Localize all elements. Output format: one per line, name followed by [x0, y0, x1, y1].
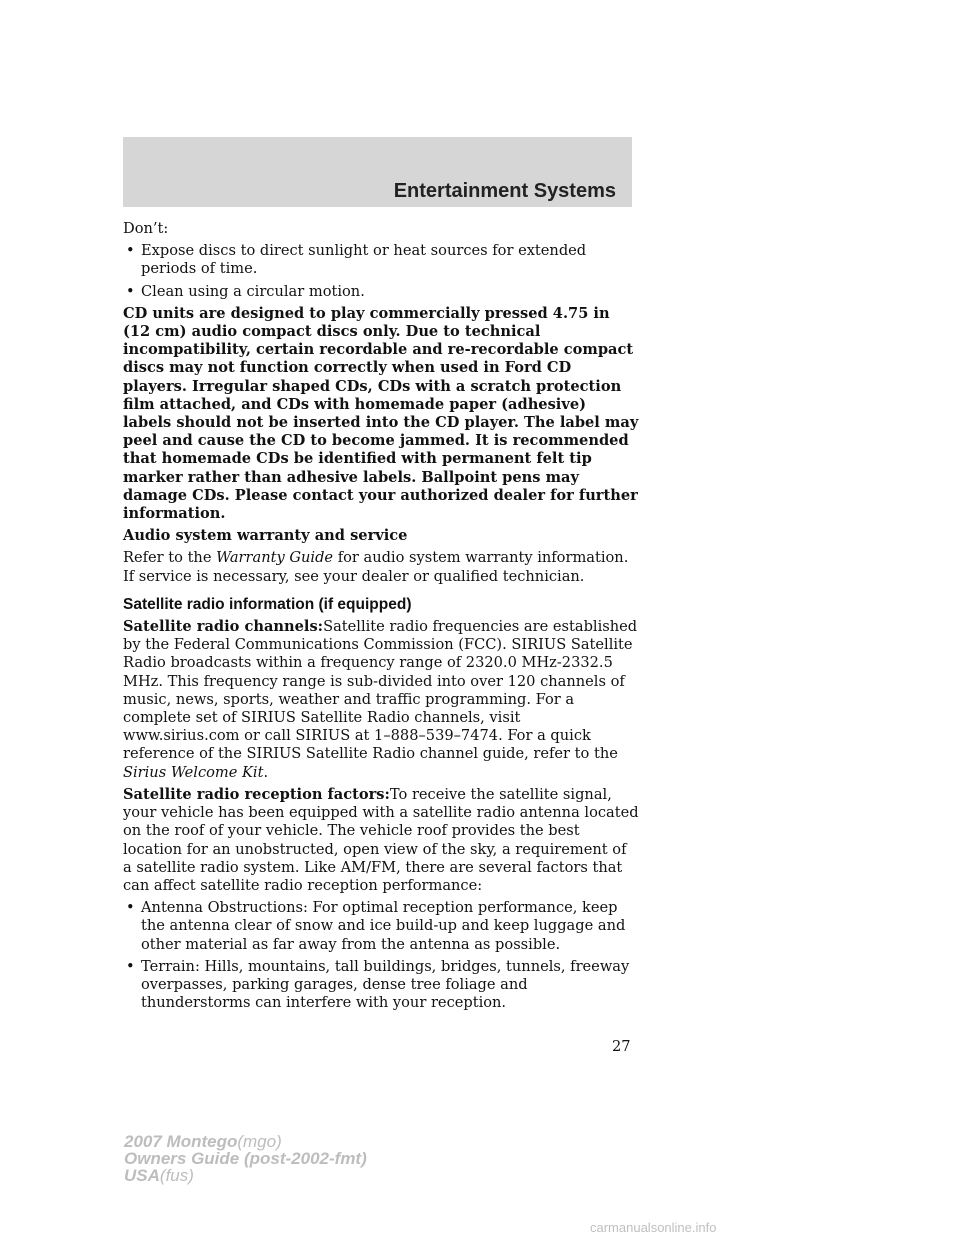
welcome-kit-reference: Sirius Welcome Kit — [123, 763, 264, 781]
footer-model-code: (mgo) — [237, 1132, 282, 1151]
warranty-text-pre: Refer to the — [123, 549, 212, 567]
list-item — [123, 899, 639, 954]
warranty-guide-reference: Warranty Guide — [216, 549, 334, 567]
reception-paragraph — [123, 786, 639, 895]
footer-line-2 — [124, 1150, 367, 1167]
section-title: Entertainment Systems — [393, 180, 616, 202]
footer-line-3 — [124, 1167, 367, 1184]
satellite-heading: Satellite radio information (if equipped) — [123, 595, 412, 613]
warranty-heading: Audio system warranty and service — [123, 527, 408, 545]
reception-label: Satellite radio reception factors: — [123, 785, 390, 803]
list-item — [123, 242, 639, 278]
list-item-text: Expose discs to direct sunlight or heat sources for extended periods of time. — [141, 242, 587, 278]
warranty-paragraph — [123, 549, 639, 585]
list-item — [123, 958, 639, 1013]
footer-market-code: (fus) — [159, 1166, 194, 1185]
section-header-band — [123, 137, 632, 207]
channels-text: Satellite radio frequencies are established by the Federal Communications Commission (FCC). SIRIUS Satellite Radio broadcasts within a frequency range of 2320.0 MHz-2332.5 MHz. This frequency range is sub-divided into over 120 channels of music, news, sports, weather and traffic programming. For a complete set of SIRIUS Satellite Radio channels, visit www.sirius.com or call SIRIUS at 1–888–539–7474. For a quick reference of the SIRIUS Satellite Radio channel guide, refer to the — [123, 618, 638, 763]
list-item-text: Antenna Obstructions: For optimal reception performance, keep the antenna clear of snow and ice build-up and keep luggage and other material as far away from the antenna as possible. — [141, 899, 626, 953]
channels-label: Satellite radio channels: — [123, 618, 324, 636]
dont-intro: Don’t: — [123, 220, 169, 237]
warranty-text-post: for audio system warranty information. If service is necessary, see your dealer or qualified technician. — [123, 549, 629, 585]
bullet-glyph: • — [126, 899, 135, 917]
footer-market: USA — [124, 1166, 160, 1185]
page-content — [123, 220, 639, 1016]
footer-line-1 — [124, 1133, 367, 1150]
channels-paragraph — [123, 618, 639, 782]
list-item-text: Terrain: Hills, mountains, tall buildings, bridges, tunnels, freeway overpasses, parking garages, dense tree foliage and thunderstorms can interfere with your reception. — [141, 957, 630, 1012]
document-footer — [124, 1133, 367, 1184]
channels-end: . — [263, 763, 269, 781]
list-item — [123, 283, 639, 301]
page-number: 27 — [612, 1038, 631, 1055]
reception-text: To receive the satellite signal, your vehicle has been equipped with a satellite radio antenna located on the roof of your vehicle. The vehicle roof provides the best location for an unobstructed, open view of the sky, a requirement of a satellite radio system. Like AM/FM, there are several factors that can affect satellite radio reception performance: — [123, 785, 639, 894]
cd-warning-paragraph: CD units are designed to play commercially pressed 4.75 in (12 cm) audio compact discs only. Due to technical incompatibility, certain recordable and re-recordable compact discs may not function correctly when used in Ford CD players. Irregular shaped CDs, CDs with a scratch protection film attached, and CDs with homemade paper (adhesive) labels should not be inserted into the CD player. The label may peel and cause the CD to become jammed. It is recommended that homemade CDs be identified with permanent felt tip marker rather than adhesive labels. Ballpoint pens may damage CDs. Please contact your authorized dealer for further information. — [123, 304, 639, 523]
bullet-glyph: • — [126, 957, 135, 975]
bullet-glyph: • — [126, 282, 135, 300]
list-item-text: Clean using a circular motion. — [141, 282, 365, 300]
bullet-glyph: • — [126, 242, 135, 260]
footer-model: 2007 Montego — [124, 1132, 238, 1151]
watermark: carmanualsonline.info — [590, 1220, 717, 1235]
footer-guide: Owners Guide (post-2002-fmt) — [124, 1149, 367, 1168]
